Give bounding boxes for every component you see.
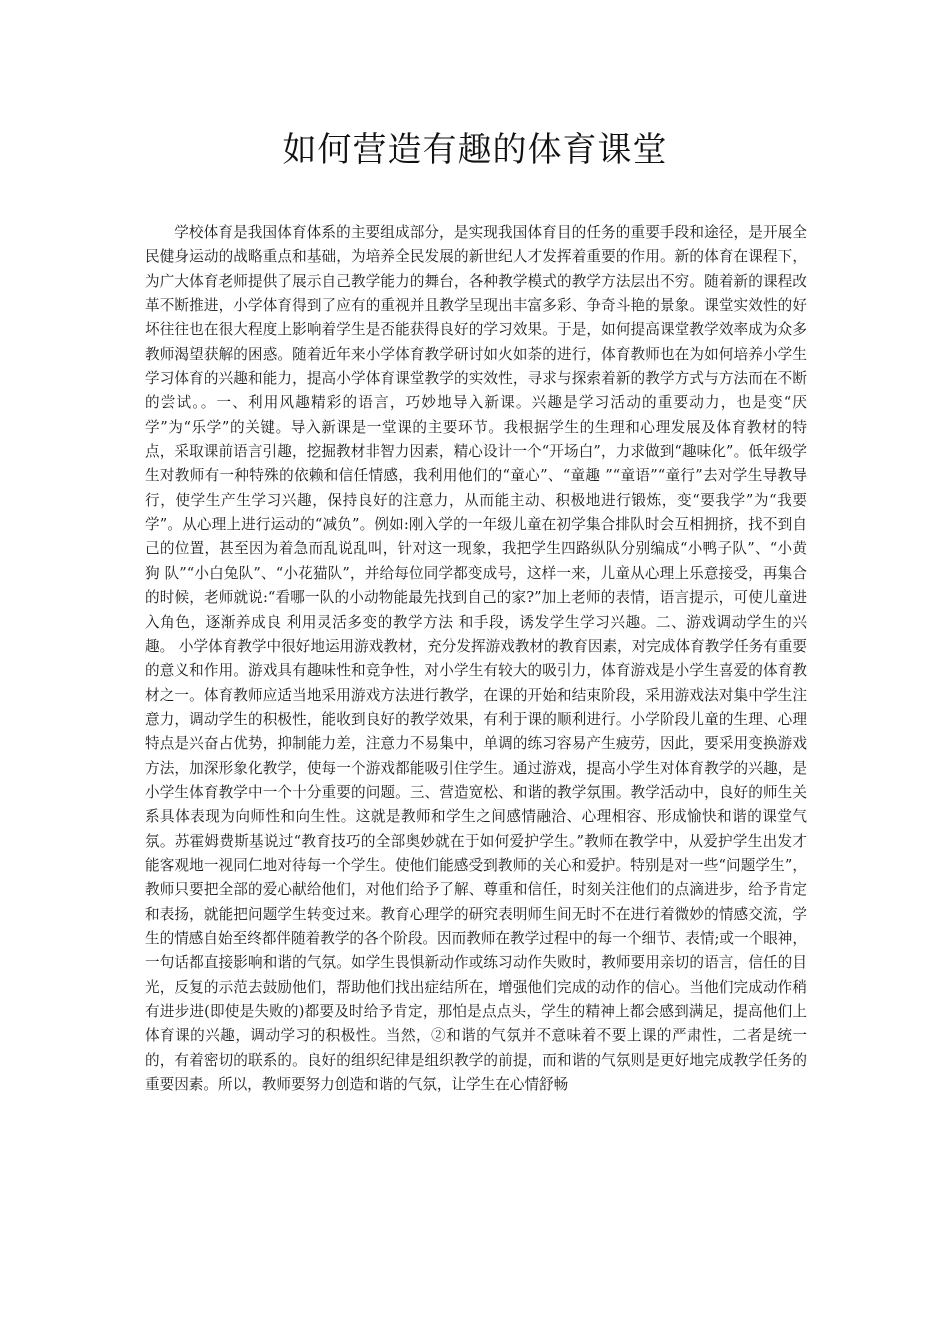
page-title: 如何营造有趣的体育课堂: [282, 130, 668, 170]
body-paragraph: 学校体育是我国体育体系的主要组成部分，是实现我国体育目的任务的重要手段和途径，是开展全民健身运动的战略重点和基础，为培养全民发展的新世纪人才发挥着重要的作用。新的体育在课程下，为广大体育老师提供了展示自己教学能力的舞台，各种教学模式的教学方法层出不穷。随着新的课程改革不断推进，小学体育得到了应有的重视并且教学呈现出丰富多彩、争奇斗艳的景象。课堂实效性的好坏往往也在很大程度上影响着学生是否能获得良好的学习效果。于是，如何提高课堂教学效率成为众多教师渴望获解的困惑。随着近年来小学体育教学研讨如火如荼的进行，体育教师也在为如何培养小学生学习体育的兴趣和能力，提高小学体育课堂教学的实效性，寻求与探索着新的教学方式与方法而在不断的尝试。。一、利用风趣精彩的语言，巧妙地导入新课。兴趣是学习活动的重要动力，也是变“厌学”为“乐学”的关键。导入新课是一堂课的主要环节。我根据学生的生理和心理发展及体育教材的特点，采取课前语言引趣，挖掘教材非智力因素，精心设计一个“开场白”，力求做到“趣味化”。低年级学生对教师有一种特殊的依赖和信任情感，我利用他们的“童心”、“童趣 ”“童语”“童行”去对学生导教导行，使学生产生学习兴趣，保持良好的注意力，从而能主动、积极地进行锻炼，变“要我学”为“我要学”。从心理上进行运动的“减负”。例如:刚入学的一年级儿童在初学集合排队时会互相拥挤，找不到自己的位置，甚至因为着急而乱说乱叫，针对这一现象，我把学生四路纵队分别编成“小鸭子队”、“小黄狗 队”“小白兔队”、“小花猫队”，并给每位同学都变成号，这样一来，儿童从心理上乐意接受，再集合的时候，老师就说:“看哪一队的小动物能最先找到自己的家?”加上老师的表情，语言提示，可使儿童进入角色，逐渐养成良 利用灵活多变的教学方法 和手段，诱发学生学习兴趣。二、游戏调动学生的兴趣。 小学体育教学中很好地运用游戏教材，充分发挥游戏教材的教育因素，对完成体育教学任务有重要的意义和作用。游戏具有趣味性和竞争性，对小学生有较大的吸引力，体育游戏是小学生喜爱的体育教材之一。体育教师应适当地采用游戏方法进行教学，在课的开始和结束阶段，采用游戏法对集中学生注意力，调动学生的积极性，能收到良好的教学效果，有利于课的顺利进行。小学阶段儿童的生理、心理特点是兴奋占优势，抑制能力差，注意力不易集中，单调的练习容易产生疲劳，因此，要采用变换游戏方法，加深形象化教学，使每一个游戏都能吸引住学生。通过游戏，提高小学生对体育教学的兴趣，是小学生体育教学中一个十分重要的问题。三、营造宽松、和谐的教学氛围。教学活动中，良好的师生关系具体表现为向师性和向生性。这就是教师和学生之间感情融洽、心理相容、形成愉快和谐的课堂气氛。苏霍姆费斯基说过“教育技巧的全部奥妙就在于如何爱护学生。”教师在教学中，从爱护学生出发才能客观地一视同仁地对待每一个学生。使他们能感受到教师的关心和爱护。特别是对一些“问题学生”，教师只要把全部的爱心献给他们，对他们给予了解、尊重和信任，时刻关注他们的点滴进步，给予肯定和表扬，就能把问题学生转变过来。教育心理学的研究表明师生间无时不在进行着微妙的情感交流，学生的情感自始至终都伴随着教学的各个阶段。因而教师在教学过程中的每一个细节、表情;或一个眼神，一句话都直接影响和谐的气氛。如学生畏惧新动作或练习动作失败时，教师要用亲切的语言，信任的目光，反复的示范去鼓励他们，帮助他们找出症结所在，增强他们完成的动作的信心。当他们完成动作稍有进步进(即使是失败的)都要及时给予肯定，那怕是点点头，学生的精神上都会感到满足，提高他们上体育课的兴趣，调动学习的积极性。当然，②和谐的气氛并不意味着不要上课的严肃性，二者是统一的，有着密切的联系的。良好的组织纪律是组织教学的前提，而和谐的气氛则是更好地完成教学任务的重要因素。所以，教师要努力创造和谐的气氛，让学生在心情舒畅: [145, 224, 807, 1094]
